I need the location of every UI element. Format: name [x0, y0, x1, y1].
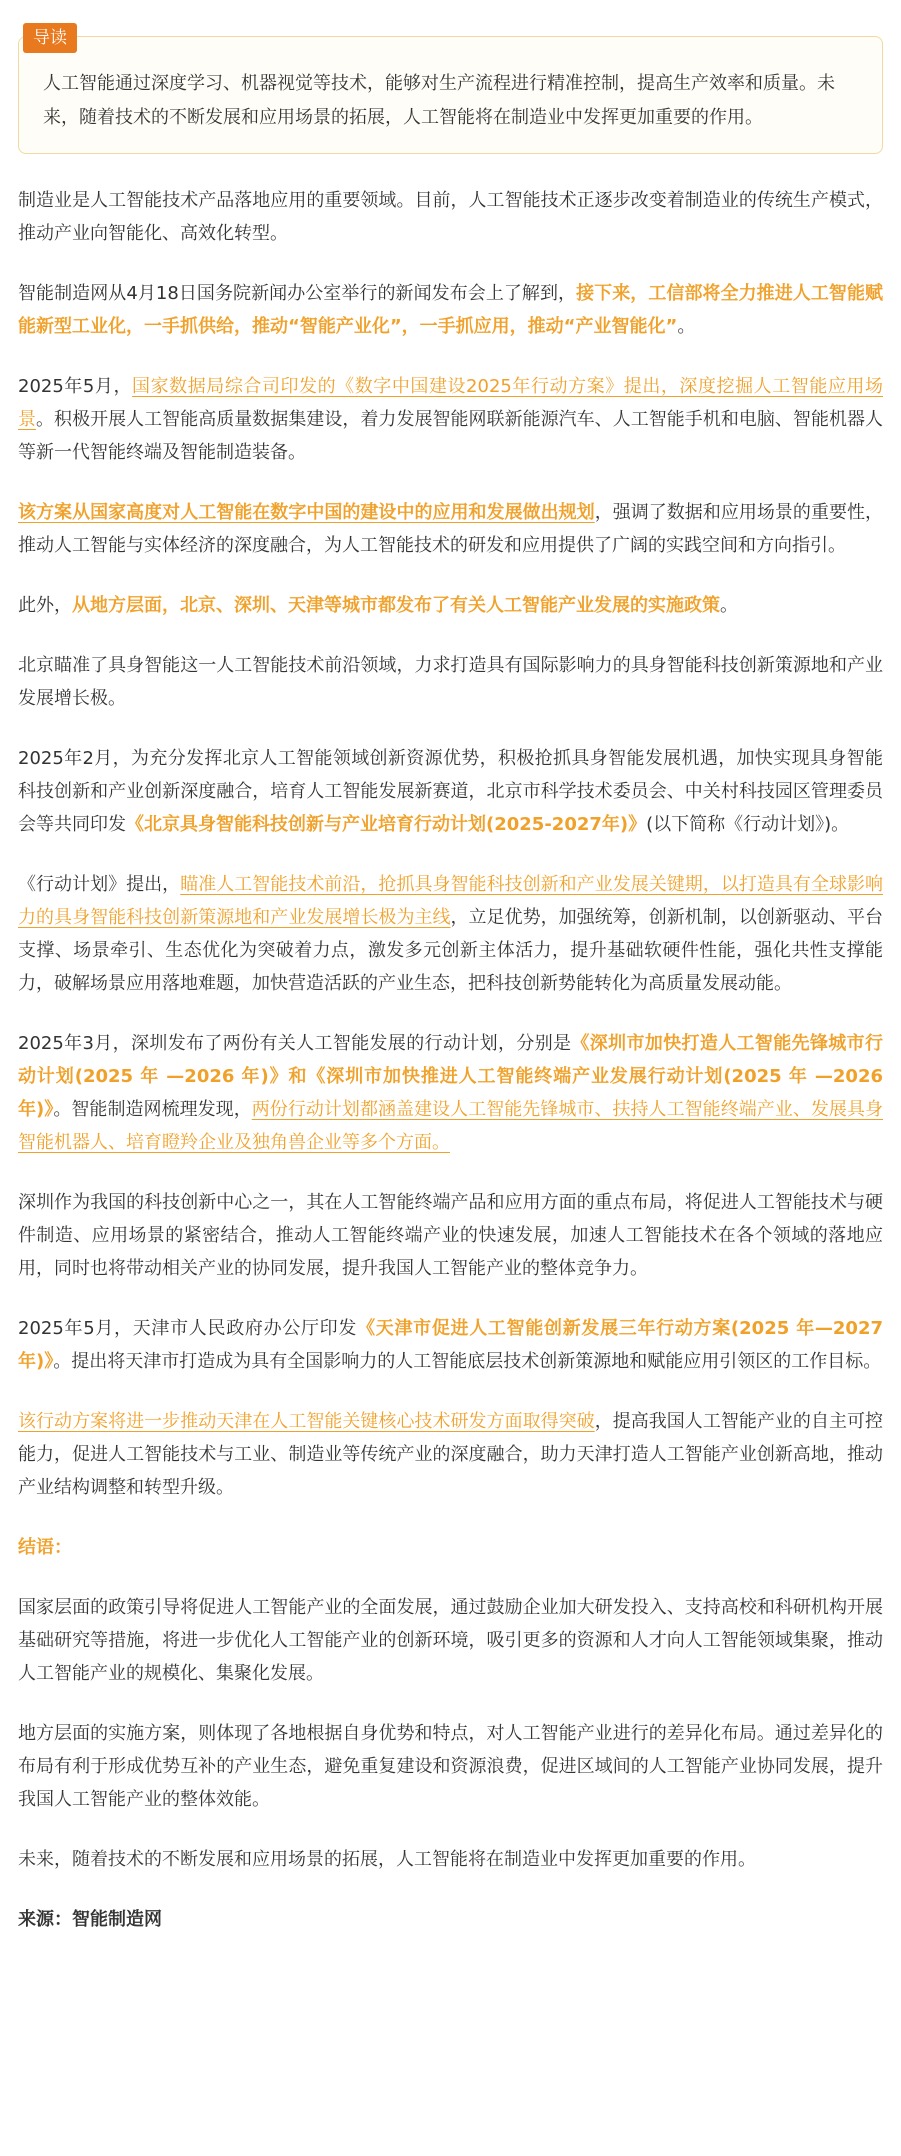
paragraph-9-text: 2025年3月，深圳发布了两份有关人工智能发展的行动计划，分别是	[18, 1033, 572, 1054]
paragraph-11-text: 2025年5月，天津市人民政府办公厅印发	[18, 1318, 358, 1339]
paragraph-10	[18, 1186, 883, 1285]
intro-text: 人工智能通过深度学习、机器视觉等技术，能够对生产流程进行精准控制，提高生产效率和质量。未来，随着技术的不断发展和应用场景的拓展，人工智能将在制造业中发挥更加重要的作用。	[43, 73, 835, 128]
paragraph-11-end: 。提出将天津市打造成为具有全国影响力的人工智能底层技术创新策源地和赋能应用引领区的工作目标。	[53, 1351, 882, 1372]
paragraph-12	[18, 1405, 883, 1504]
intro-box	[18, 28, 883, 154]
paragraph-7-text: 2025年2月，为充分发挥北京人工智能领域创新资源优势，积极抢抓具身智能发展机遇，加快实现具身智能科技创新和产业创新深度融合，培育人工智能发展新赛道，北京市科学技术委员会、中关村科技园区管理委员会等共同印发	[18, 748, 883, 835]
article	[18, 0, 883, 1936]
paragraph-1-text: 制造业是人工智能技术产品落地应用的重要领域。目前，人工智能技术正逐步改变着制造业的传统生产模式，推动产业向智能化、高效化转型。	[18, 190, 883, 244]
conclusion-heading: 结语：	[18, 1537, 72, 1558]
paragraph-3-date: 2025年5月，	[18, 376, 133, 397]
paragraph-3-text: 。积极开展人工智能高质量数据集建设，着力发展智能网联新能源汽车、人工智能手机和电脑、智能机器人等新一代智能终端及智能制造装备。	[18, 409, 884, 463]
paragraph-9-mid: 。智能制造网梳理发现，	[53, 1099, 252, 1120]
paragraph-12-text: ，提高我国人工智能产业的自主可控能力，促进人工智能技术与工业、制造业等传统产业的深度融合，助力天津打造人工智能产业创新高地，推动产业结构调整和转型升级。	[18, 1411, 884, 1498]
paragraph-2-highlight: 接下来，工信部将全力推进人工智能赋能新型工业化，一手抓供给，推动“智能产业化”，一手抓应用，推动“产业智能化”	[18, 283, 884, 337]
paragraph-10-text: 深圳作为我国的科技创新中心之一，其在人工智能终端产品和应用方面的重点布局，将促进人工智能技术与硬件制造、应用场景的紧密结合，推动人工智能终端产业的快速发展，加速人工智能技术在各个领域的落地应用，同时也将带动相关产业的协同发展，提升我国人工智能产业的整体竞争力。	[18, 1192, 883, 1279]
source-line: 来源：智能制造网	[18, 1909, 162, 1930]
paragraph-3-highlight: 国家数据局综合司印发的《数字中国建设2025年行动方案》提出，深度挖掘人工智能应用场景	[18, 376, 883, 430]
paragraph-6-text: 北京瞄准了具身智能这一人工智能技术前沿领域，力求打造具有国际影响力的具身智能科技创新策源地和产业发展增长极。	[18, 655, 883, 709]
paragraph-6	[18, 649, 883, 715]
paragraph-8	[18, 868, 883, 1000]
paragraph-9	[18, 1027, 883, 1159]
paragraph-1	[18, 184, 883, 250]
paragraph-13	[18, 1591, 883, 1690]
paragraph-14-text: 地方层面的实施方案，则体现了各地根据自身优势和特点，对人工智能产业进行的差异化布局。通过差异化的布局有利于形成优势互补的产业生态，避免重复建设和资源浪费，促进区域间的人工智能产业协同发展，提升我国人工智能产业的整体效能。	[18, 1723, 883, 1810]
paragraph-12-highlight: 该行动方案将进一步推动天津在人工智能关键核心技术研发方面取得突破	[18, 1411, 595, 1432]
paragraph-5-text: 此外，	[18, 595, 72, 616]
paragraph-13-text: 国家层面的政策引导将促进人工智能产业的全面发展，通过鼓励企业加大研发投入、支持高校和科研机构开展基础研究等措施，将进一步优化人工智能产业的创新环境，吸引更多的资源和人才向人工智能领域集聚，推动人工智能产业的规模化、集聚化发展。	[18, 1597, 883, 1684]
paragraph-11-highlight: 《天津市促进人工智能创新发展三年行动方案(2025 年—2027 年)》	[18, 1318, 884, 1372]
paragraph-2-end: 。	[677, 316, 696, 337]
paragraph-8-end: ，立足优势，加强统筹，创新机制，以创新驱动、平台支撑、场景牵引、生态优化为突破着力点，激发多元创新主体活力，提升基础软硬件性能，强化共性支撑能力，破解场景应用落地难题，加快营造活跃的产业生态，把科技创新势能转化为高质量发展动能。	[18, 907, 884, 994]
paragraph-8-text: 《行动计划》提出，	[18, 874, 181, 895]
paragraph-5-end: 。	[720, 595, 738, 616]
paragraph-15-text: 未来，随着技术的不断发展和应用场景的拓展，人工智能将在制造业中发挥更加重要的作用。	[18, 1849, 756, 1870]
paragraph-14	[18, 1717, 883, 1816]
paragraph-9-highlight: 《深圳市加快打造人工智能先锋城市行动计划(2025 年 —2026 年)》和《深圳市加快推进人工智能终端产业发展行动计划(2025 年 —2026 年)》	[18, 1033, 883, 1120]
paragraph-7	[18, 742, 883, 841]
intro-tag: 导读	[23, 23, 77, 53]
paragraph-8-highlight: 瞄准人工智能技术前沿，抢抓具身智能科技创新和产业发展关键期，以打造具有全球影响力的具身智能科技创新策源地和产业发展增长极为主线	[18, 874, 884, 928]
paragraph-4	[18, 496, 883, 562]
paragraph-3	[18, 370, 883, 469]
paragraph-4-text: ，强调了数据和应用场景的重要性，推动人工智能与实体经济的深度融合，为人工智能技术的研发和应用提供了广阔的实践空间和方向指引。	[18, 502, 884, 556]
paragraph-15	[18, 1843, 883, 1876]
paragraph-4-highlight: 该方案从国家高度对人工智能在数字中国的建设中的应用和发展做出规划	[18, 502, 595, 523]
paragraph-7-highlight: 《北京具身智能科技创新与产业培育行动计划(2025-2027年)》	[126, 814, 647, 835]
paragraph-5-highlight: 从地方层面，北京、深圳、天津等城市都发布了有关人工智能产业发展的实施政策	[72, 595, 720, 616]
paragraph-11	[18, 1312, 883, 1378]
paragraph-2	[18, 277, 883, 343]
paragraph-7-end: (以下简称《行动计划》)。	[646, 814, 850, 835]
paragraph-9-underline: 两份行动计划都涵盖建设人工智能先锋城市、扶持人工智能终端产业、发展具身智能机器人、培育瞪羚企业及独角兽企业等多个方面。	[18, 1099, 883, 1153]
paragraph-5	[18, 589, 883, 622]
paragraph-2-text: 智能制造网从4月18日国务院新闻办公室举行的新闻发布会上了解到，	[18, 283, 577, 304]
